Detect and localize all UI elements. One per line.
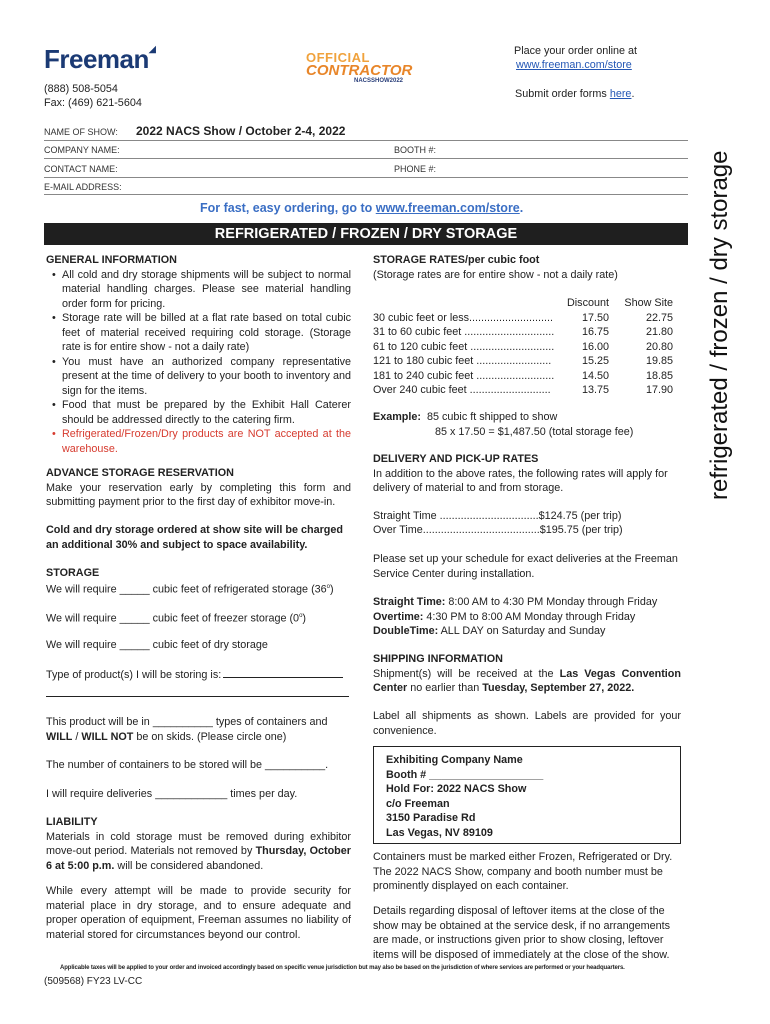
rate-range: 121 to 180 cubic feet ......................... bbox=[373, 355, 552, 367]
label-line: Booth # ___________________ bbox=[386, 768, 544, 781]
containers-line1: This product will be in __________ types of containers and bbox=[46, 716, 328, 728]
email-field[interactable] bbox=[130, 179, 686, 193]
email-label: E-MAIL ADDRESS: bbox=[44, 182, 122, 192]
shipping-text-a: Shipment(s) will be received at the bbox=[373, 667, 560, 680]
will-option[interactable]: WILL bbox=[46, 730, 73, 743]
booth-field[interactable] bbox=[440, 143, 686, 157]
rate-discount: 17.50 bbox=[581, 311, 609, 324]
shipping-text-c: no earlier than bbox=[407, 682, 483, 694]
schedule-note: Please set up your schedule for exact deliveries at the Freeman Service Center during installation. bbox=[373, 553, 678, 580]
rate-discount: 16.00 bbox=[581, 340, 609, 353]
straight-time-rate: Straight Time .................................$124.75 (per trip) bbox=[373, 510, 622, 522]
shipping-section bbox=[373, 652, 681, 696]
rates-title: STORAGE RATES/per cubic foot bbox=[373, 254, 540, 266]
phone-field[interactable] bbox=[440, 161, 686, 175]
deliveries-field[interactable]: I will require deliveries ____________ times per day. bbox=[46, 788, 298, 800]
official-contractor-badge bbox=[306, 50, 412, 84]
shipping-venue: Las Vegas Convention Center bbox=[373, 667, 681, 694]
promo-prefix: For fast, easy ordering, go to bbox=[200, 201, 376, 215]
dry-storage-field[interactable]: We will require _____ cubic feet of dry storage bbox=[46, 639, 268, 651]
example-label: Example: bbox=[373, 411, 422, 423]
submit-forms-here-link[interactable]: here bbox=[609, 88, 632, 100]
label-line: c/o Freeman bbox=[386, 797, 450, 810]
label-line: Hold For: 2022 NACS Show bbox=[386, 783, 527, 795]
will-not-option[interactable]: WILL NOT bbox=[81, 730, 134, 743]
containers-note: Containers must be marked either Frozen, Refrigerated or Dry. The 2022 NACS Show, company and booth number must be prominently displayed on each container. bbox=[373, 851, 673, 892]
promo-store-link[interactable]: www.freeman.com/store bbox=[375, 201, 520, 215]
rate-showsite: 19.85 bbox=[645, 355, 673, 367]
label-note: Label all shipments as shown. Labels are provided for your convenience. bbox=[373, 710, 681, 737]
num-containers-field[interactable]: The number of containers to be stored will be __________. bbox=[46, 759, 329, 771]
rate-range: 61 to 120 cubic feet ............................ bbox=[373, 340, 555, 353]
delivery-section bbox=[373, 452, 683, 496]
taxes-footnote: Applicable taxes will be applied to your order and invoiced accordingly based on specific venue jurisdiction but may also be based on the jurisdiction of where services are performed or your headquarters. bbox=[60, 965, 625, 971]
example-line1: 85 cubic ft shipped to show bbox=[427, 411, 558, 423]
phone-number: (888) 508-5054 bbox=[44, 83, 118, 95]
label-line: 3150 Paradise Rd bbox=[386, 812, 476, 824]
hours-block bbox=[373, 595, 683, 639]
liability-section bbox=[46, 815, 351, 873]
rate-row bbox=[373, 311, 683, 326]
degree-sup: o bbox=[299, 613, 303, 619]
rate-discount: 14.50 bbox=[581, 369, 609, 382]
rate-row bbox=[373, 354, 683, 369]
advance-reservation bbox=[46, 466, 351, 510]
liability-text-b: will be considered abandoned. bbox=[114, 859, 264, 872]
general-item: • You must have an authorized company representative present at the time of delivery to your booth to inventory and sign for the items. bbox=[62, 355, 351, 399]
advance-title: ADVANCE STORAGE RESERVATION bbox=[46, 467, 234, 479]
example-line2: 85 x 17.50 = $1,487.50 (total storage fee) bbox=[435, 425, 634, 438]
discount-header: Discount bbox=[566, 297, 609, 309]
rates-table bbox=[373, 296, 683, 398]
refrigerated-close: ) bbox=[330, 583, 334, 596]
example-block bbox=[373, 410, 683, 439]
general-item: • Storage rate will be billed at a flat rate based on total cubic feet of material received requiring cold storage. (Storage rate is for entire show - not a daily rate) bbox=[62, 311, 351, 355]
rate-row bbox=[373, 369, 683, 384]
show-name-value: 2022 NACS Show / October 2-4, 2022 bbox=[136, 124, 346, 138]
contact-name-label: CONTACT NAME: bbox=[44, 164, 118, 174]
product-type-label: Type of product(s) I will be storing is: bbox=[46, 669, 222, 681]
liability-title: LIABILITY bbox=[46, 816, 98, 828]
rate-range: 181 to 240 cubic feet .......................... bbox=[373, 369, 555, 382]
slash: / bbox=[72, 730, 82, 743]
rate-range: Over 240 cubic feet ........................... bbox=[373, 384, 551, 396]
store-link[interactable]: www.freeman.com/store bbox=[516, 59, 632, 71]
disposal-note: Details regarding disposal of leftover items at the close of the show may be obtained at the service desk, if no arrangements are made, or instructions given prior to show closing, leftover items will be disposed of immediately at the close of the show. bbox=[373, 905, 671, 961]
rate-row bbox=[373, 340, 683, 355]
rate-range: 30 cubic feet or less............................ bbox=[373, 311, 554, 324]
containers-statement[interactable] bbox=[46, 715, 351, 744]
contractor-text: CONTRACTOR bbox=[306, 62, 413, 79]
company-name-field[interactable] bbox=[125, 143, 387, 157]
promo-suffix: . bbox=[519, 201, 524, 215]
shipping-label-box bbox=[373, 746, 681, 844]
rate-discount: 15.25 bbox=[581, 355, 609, 367]
general-info-title: GENERAL INFORMATION bbox=[46, 254, 177, 266]
liability-text bbox=[46, 830, 351, 874]
general-item: • All cold and dry storage shipments will be subject to normal material handling charges. Please see material handling order form for pricing. bbox=[62, 268, 351, 312]
freezer-close: ) bbox=[302, 612, 307, 625]
freezer-text: We will require _____ cubic feet of freezer storage (0 bbox=[46, 612, 300, 625]
label-line: Las Vegas, NV 89109 bbox=[386, 826, 493, 839]
order-online-label: Place your order online at bbox=[514, 45, 638, 57]
rate-showsite: 18.85 bbox=[645, 369, 673, 382]
security-disclaimer: While every attempt will be made to provide security for material place in dry storage, and to ensure adequate and proper operation of equipment, Freeman assumes no liability of material stored for circumstances beyond our control. bbox=[46, 885, 351, 941]
submit-forms-suffix: . bbox=[631, 88, 635, 100]
nacs-show-logo-text: NACSSHOW2022 bbox=[354, 78, 404, 84]
rate-range: 31 to 60 cubic feet .............................. bbox=[373, 326, 555, 338]
overtime-rate: Over Time.......................................$195.75 (per trip) bbox=[373, 524, 623, 536]
shipping-text bbox=[373, 667, 681, 696]
refrigerated-text: We will require _____ cubic feet of refrigerated storage (36 bbox=[46, 583, 327, 596]
delivery-title: DELIVERY AND PICK-UP RATES bbox=[373, 453, 539, 465]
left-column bbox=[46, 253, 351, 456]
rate-row bbox=[373, 325, 683, 340]
side-title: refrigerated / frozen / dry storage bbox=[706, 150, 733, 500]
refrigerated-storage-field[interactable] bbox=[46, 580, 334, 597]
freeman-logo: Freeman◢ bbox=[44, 44, 156, 74]
company-name-label: COMPANY NAME: bbox=[44, 145, 120, 155]
submit-forms-text bbox=[515, 87, 634, 102]
product-type-field[interactable] bbox=[46, 667, 343, 683]
general-item: • Food that must be prepared by the Exhibit Hall Caterer should be addressed directly to the catering firm. bbox=[62, 398, 351, 427]
rate-showsite: 21.80 bbox=[645, 326, 673, 338]
straight-time-hours: 8:00 AM to 4:30 PM Monday through Friday bbox=[445, 596, 658, 608]
rates-header bbox=[373, 296, 683, 311]
storage-title: STORAGE bbox=[46, 567, 100, 579]
showsite-header: Show Site bbox=[624, 297, 673, 309]
onsite-surcharge-note: Cold and dry storage ordered at show site will be charged an additional 30% and subject to space availability. bbox=[46, 524, 343, 551]
official-text: OFFICIAL bbox=[306, 50, 370, 65]
degree-sup: o bbox=[326, 584, 331, 590]
liability-deadline: Thursday, October 6 at 5:00 p.m. bbox=[46, 845, 351, 872]
advance-text: Make your reservation early by completing this form and submitting payment prior to the first day of exhibitor move-in. bbox=[46, 481, 351, 508]
right-column bbox=[373, 253, 681, 282]
rate-showsite: 20.80 bbox=[645, 340, 673, 353]
fax-number: Fax: (469) 621-5604 bbox=[44, 97, 142, 109]
containers-line2 bbox=[46, 730, 351, 745]
section-banner: REFRIGERATED / FROZEN / DRY STORAGE bbox=[44, 223, 688, 245]
promo-line bbox=[200, 201, 523, 215]
rate-discount: 16.75 bbox=[581, 326, 609, 338]
straight-time-label: Straight Time: bbox=[373, 596, 446, 608]
rate-showsite: 22.75 bbox=[645, 311, 673, 324]
booth-label: BOOTH #: bbox=[394, 145, 437, 155]
show-name-label: NAME OF SHOW: bbox=[44, 127, 118, 137]
form-code: (509568) FY23 LV-CC bbox=[44, 976, 143, 987]
doubletime-hours: ALL DAY on Saturday and Sunday bbox=[438, 625, 606, 637]
rates-subtitle: (Storage rates are for entire show - not a daily rate) bbox=[373, 268, 618, 281]
doubletime-label: DoubleTime: bbox=[373, 625, 439, 637]
rate-discount: 13.75 bbox=[581, 384, 609, 396]
rate-showsite: 17.90 bbox=[645, 384, 673, 396]
overtime-hours: 4:30 PM to 8:00 AM Monday through Friday bbox=[423, 610, 636, 623]
freezer-storage-field[interactable] bbox=[46, 609, 306, 626]
rate-row bbox=[373, 383, 683, 398]
submit-forms-prefix: Submit order forms bbox=[515, 88, 610, 100]
shipping-title: SHIPPING INFORMATION bbox=[373, 653, 503, 665]
contact-name-field[interactable] bbox=[125, 161, 387, 175]
general-warning: • Refrigerated/Frozen/Dry products are NOT accepted at the warehouse. bbox=[62, 427, 351, 456]
shipping-date: Tuesday, September 27, 2022. bbox=[482, 682, 635, 694]
phone-label: PHONE #: bbox=[394, 164, 437, 174]
circle-one-text: be on skids. (Please circle one) bbox=[133, 730, 287, 743]
liability-text-a: Materials in cold storage must be removed during exhibitor move-out period. Materials not removed by bbox=[46, 830, 351, 857]
overtime-label: Overtime: bbox=[373, 610, 424, 623]
label-line: Exhibiting Company Name bbox=[386, 754, 523, 766]
delivery-text: In addition to the above rates, the following rates will apply for delivery of material to and from storage. bbox=[373, 467, 668, 494]
